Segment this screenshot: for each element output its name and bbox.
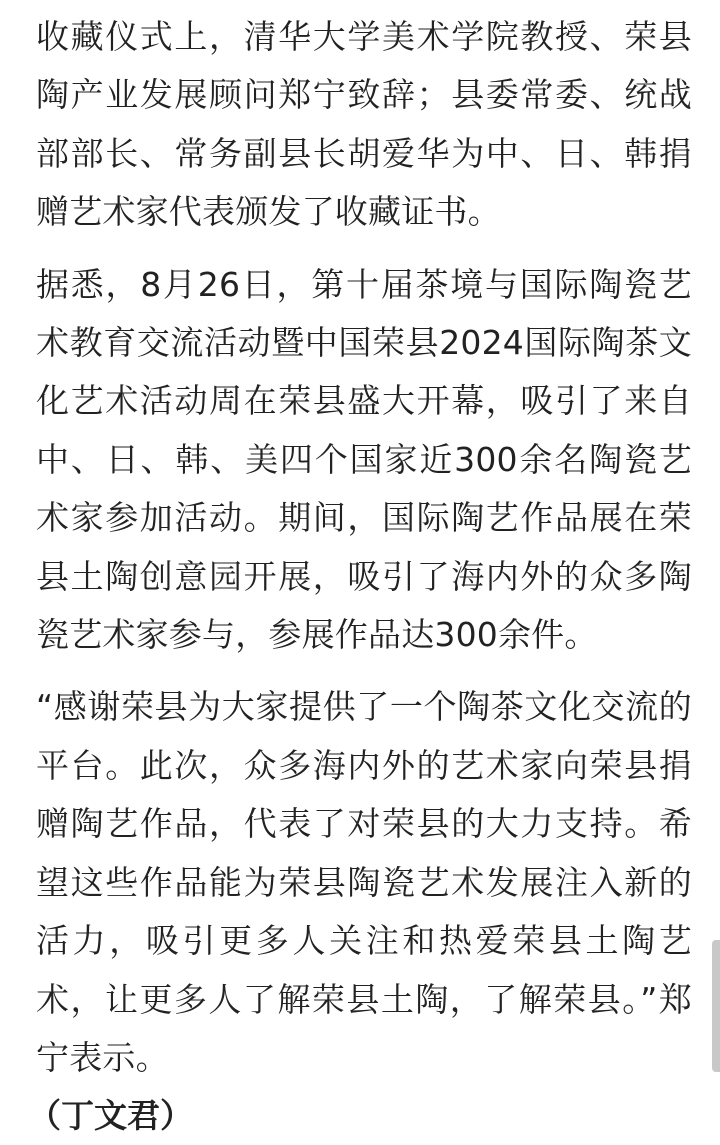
paragraph-ceremony: 收藏仪式上，清华大学美术学院教授、荣县陶产业发展顾问郑宁致辞；县委常委、统战部部长、常务副县长胡爱华为中、日、韩捐赠艺术家代表颁发了收藏证书。 — [36, 17, 692, 232]
scrollbar-thumb[interactable] — [712, 940, 720, 1072]
paragraph-event: 据悉，8月26日，第十届茶境与国际陶瓷艺术教育交流活动暨中国荣县2024国际陶茶文化艺术活动周在荣县盛大开幕，吸引了来自中、日、韩、美四个国家近300余名陶瓷艺术家参加活动。期间，国际陶艺作品展在荣县土陶创意园开展，吸引了海内外的众多陶瓷艺术家参与，参展作品达300余件。 — [36, 264, 692, 655]
paragraph-quote: “感谢荣县为大家提供了一个陶茶文化交流的平台。此次，众多海内外的艺术家向荣县捐赠陶艺作品，代表了对荣县的大力支持。希望这些作品能为荣县陶瓷艺术发展注入新的活力，吸引更多人关注和热爱荣县土陶艺术，让更多人了解荣县土陶，了解荣县。”郑宁表示。 — [36, 687, 692, 1077]
article-body — [28, 8, 692, 1145]
author-byline: （丁文君） — [28, 1096, 193, 1136]
